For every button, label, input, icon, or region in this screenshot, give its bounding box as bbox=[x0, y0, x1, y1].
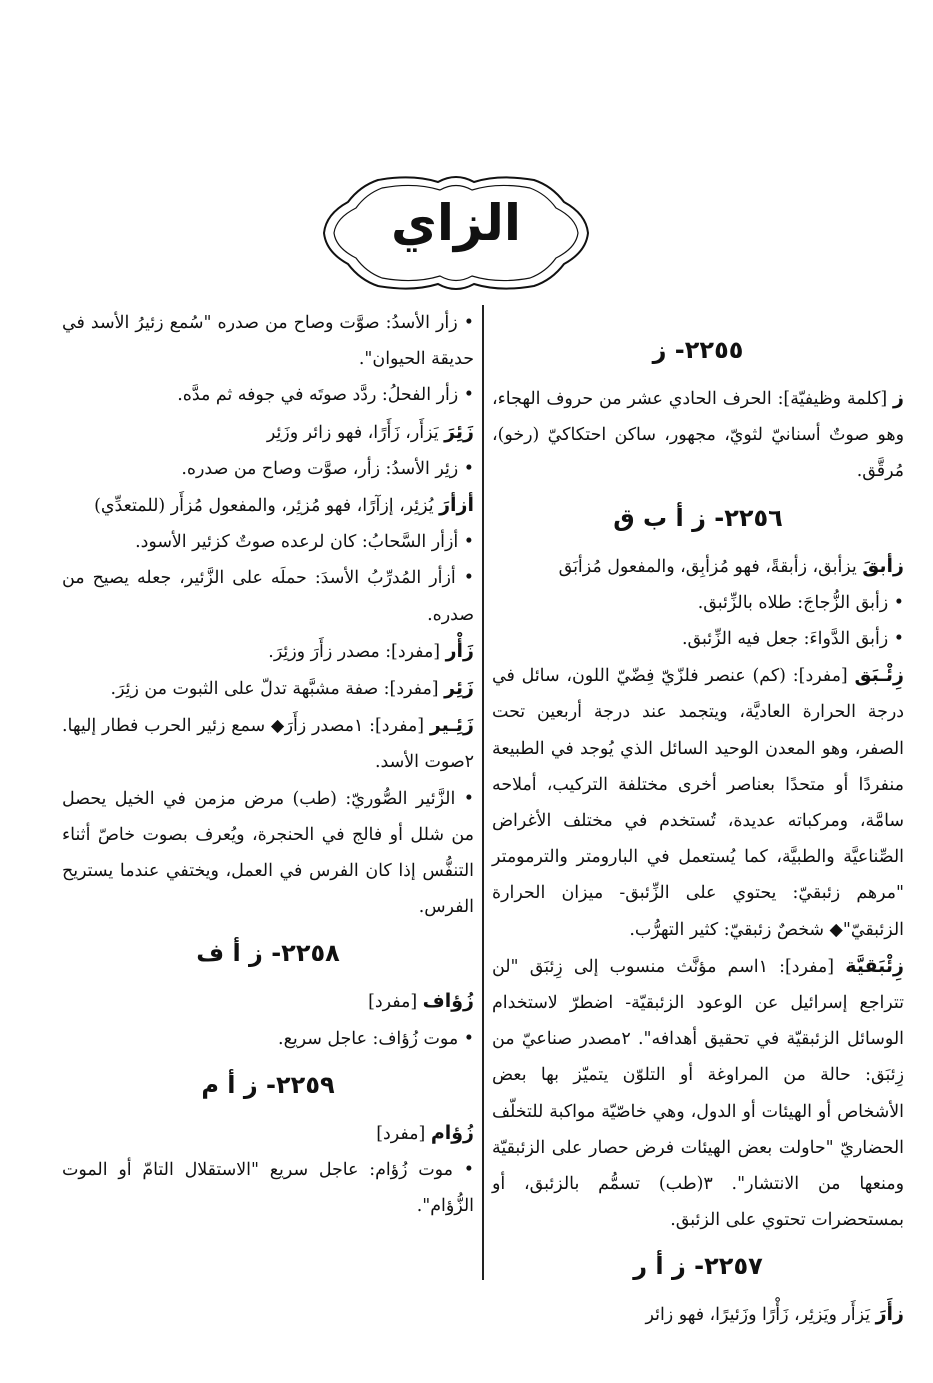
entry-headword: زأَرَ bbox=[875, 1303, 904, 1326]
dictionary-entry bbox=[62, 305, 474, 377]
entry-headword: زِئْبَقيَّة bbox=[845, 954, 904, 977]
entry-text: [كلمة وظيفيّة]: الحرف الحادي عشر من حروف الهجاء، وهو صوتٌ أسنانيّ لثويّ، مجهور، ساكن احتكاكيّ (رخو)، مُرقَّق. bbox=[492, 389, 904, 482]
entry-text: يَزأَر، زَأَرًا، فهو زائر وزَئِر bbox=[266, 422, 439, 443]
entry-headword: ز bbox=[893, 387, 904, 409]
dictionary-entry bbox=[62, 451, 474, 487]
entry-headword: زَأْر bbox=[445, 639, 474, 662]
dictionary-entry bbox=[62, 1021, 474, 1057]
entry-headword: زأبقَ bbox=[862, 554, 904, 577]
section-heading: ٢٢٥٨- ز أ ف bbox=[196, 939, 340, 968]
entry-headword: زَئِـير bbox=[429, 714, 474, 737]
dictionary-entry bbox=[62, 1115, 474, 1152]
section-heading: ٢٢٥٩- ز أ م bbox=[201, 1070, 335, 1099]
entry-text: • أزأر المُدرِّبُ الأسدَ: حملَه على الزَّئير، جعله يصيح من صدره. bbox=[62, 568, 474, 625]
dictionary-entry bbox=[62, 670, 474, 707]
entry-text: [مفرد] bbox=[368, 992, 418, 1013]
dictionary-entry bbox=[62, 560, 474, 632]
dictionary-entry bbox=[62, 377, 474, 413]
dictionary-entry bbox=[492, 585, 904, 621]
dictionary-entry bbox=[492, 1296, 904, 1333]
entry-text: [مفرد]: ١اسم مؤنَّث منسوب إلى زِئبَق "لن تتراجع إسرائيل عن الوعود الزئبقيّة- اضطرّ لاستخدام الوسائل الزئبقيّة في تحقيق أهدافه". ٢مصدر صناعيّ من زِئبَق: حالة من المراوغة أو التلوّن يتميّز بها بعض الأشخاص أو الهيئات أو الدول، وهي خاصّيّة مواكبة للتخلّف الحضاريّ "حاولت بعض الهيئات فرض حصار على الزئبقيّة ومنعها من الانتشار". ٣(طب) تسمُّم بالزئبق، أو بمستحضرات تحتوي على الزئبق. bbox=[492, 956, 904, 1231]
entry-headword: زَئِر bbox=[444, 677, 474, 700]
dictionary-entry bbox=[492, 948, 904, 1239]
section-heading: ٢٢٥٦- ز أ ب ق bbox=[613, 503, 783, 532]
entry-text: [مفرد]: صفة مشبَّهة تدلّ على الثبوت من زئِرَ. bbox=[110, 679, 439, 700]
entry-text: • زأبق الدَّواءَ: جعل فيه الزِّئبق. bbox=[681, 629, 904, 650]
chapter-title: الزاي bbox=[391, 194, 521, 252]
dictionary-entry bbox=[62, 707, 474, 780]
dictionary-entry bbox=[62, 524, 474, 560]
entry-headword: زِئْـبَق bbox=[854, 664, 904, 687]
entry-text: يزأبق، زأبقةً، فهو مُزأبِق، والمفعول مُزأبَق bbox=[558, 556, 857, 577]
entry-text: • زأبق الزُّجاجَ: طلاه بالزِّئبق. bbox=[697, 592, 904, 613]
entry-text: • زأر الأسدُ: صوَّت وصاح من صدره "سُمع زئيرُ الأسد في حديقة الحيوان". bbox=[62, 313, 474, 370]
section-heading: ٢٢٥٧- ز أ ر bbox=[633, 1252, 763, 1281]
left-column bbox=[62, 305, 474, 1224]
entry-text: يُزئِر، إزآرًا، فهو مُزئِر، والمفعول مُزأَر (للمتعدِّي) bbox=[94, 496, 434, 517]
entry-text: • موت زُؤاف: عاجل سريع. bbox=[278, 1028, 474, 1049]
entry-text: يَزأَر ويَزئِر، زَأْرًا وزَئيرًا، فهو زائر bbox=[645, 1305, 871, 1326]
chapter-banner bbox=[320, 172, 592, 294]
entry-headword: زَئِرَ bbox=[444, 420, 474, 443]
entry-headword: زُؤام bbox=[430, 1121, 474, 1144]
entry-text: • أزأر السَّحابُ: كان لرعده صوتٌ كزئير الأسود. bbox=[135, 532, 474, 553]
entry-text: • الزَّئير الصُّوريّ: (طب) مرض مزمن في الخيل يحصل من شلل أو فالج في الحنجرة، ويُعرف بصوت خاصّ أثناء التنفُّس إذا كان الفرس في العمل، ويختفي عندما يستريح الفرس. bbox=[62, 788, 474, 918]
entry-headword: زُؤاف bbox=[422, 990, 474, 1013]
dictionary-entry bbox=[62, 487, 474, 524]
entry-text: • موت زُؤام: عاجل سريع "الاستقلال التامّ أو الموت الزُّؤام". bbox=[62, 1160, 474, 1217]
entry-text: [مفرد]: ١مصدر زأَرَ◆ سمع زئير الحرب فطار إليها. ٢صوت الأسد. bbox=[62, 716, 474, 773]
dictionary-entry bbox=[492, 548, 904, 585]
entry-text: [مفرد]: مصدر زأَرَ وزئِرَ. bbox=[268, 641, 441, 662]
right-column bbox=[492, 322, 904, 1334]
entry-text: [مفرد] bbox=[376, 1123, 426, 1144]
section-heading: ٢٢٥٥- ز bbox=[652, 336, 744, 364]
dictionary-entry bbox=[492, 380, 904, 490]
entry-headword: أزأرَ bbox=[439, 494, 474, 517]
column-divider bbox=[482, 305, 484, 1280]
dictionary-entry bbox=[492, 621, 904, 657]
entry-text: • زأر الفحلُ: ردَّد صوتَه في جوفه ثم مدَّه. bbox=[177, 385, 474, 406]
entry-text: • زئِر الأسدُ: زأر، صوَّت وصاح من صدره. bbox=[181, 458, 474, 479]
dictionary-entry bbox=[62, 414, 474, 451]
entry-text: [مفرد]: (كم) عنصر فلزّيّ فِضّيّ اللون، سائل في درجة الحرارة العاديَّة، ويتجمد عند درجة أربعين تحت الصفر، وهو المعدن الوحيد السائل الذي يُوجد في الطبيعة منفردًا أو متحدًا بعناصر أخرى مختلفة التركيب، أملاحه سامَّة، ومركباته عديدة، تُستخدم في مختلف الأغراض الصِّناعيَّة والطبيَّة، كما يُستعمل في البارومتر والترمومتر "مرهم زئبقيّ: يحتوي على الزِّئبق- ميزان الحرارة الزئبقيّ"◆ شخصٌ زئبقيّ: كثير التهرُّب. bbox=[492, 666, 904, 940]
dictionary-entry bbox=[62, 633, 474, 670]
dictionary-entry bbox=[492, 657, 904, 948]
dictionary-entry bbox=[62, 983, 474, 1020]
dictionary-entry bbox=[62, 1152, 474, 1224]
dictionary-entry bbox=[62, 781, 474, 926]
